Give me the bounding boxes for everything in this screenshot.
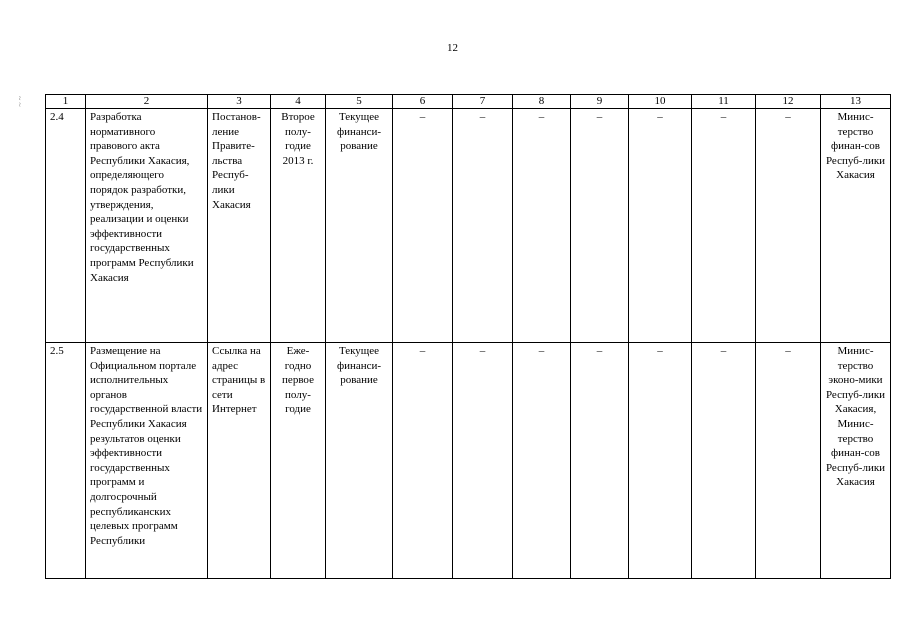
value-cell-6: – [393, 109, 453, 343]
executor-cell: Минис-терство финан-сов Респуб-лики Хакасия [821, 109, 891, 343]
value-cell-12: – [756, 343, 821, 579]
form-cell: Постанов-ление Правите-льства Респуб-лики Хакасия [208, 109, 271, 343]
value-cell-9: – [571, 109, 629, 343]
col-header-13: 13 [821, 95, 891, 109]
col-header-12: 12 [756, 95, 821, 109]
margin-mark: ~ ~ [15, 96, 24, 107]
value-cell-10: – [629, 109, 692, 343]
col-header-6: 6 [393, 95, 453, 109]
header-row [46, 95, 891, 109]
col-header-10: 10 [629, 95, 692, 109]
form-cell: Ссылка на адрес страницы в сети Интернет [208, 343, 271, 579]
value-cell-11: – [692, 109, 756, 343]
col-header-5: 5 [326, 95, 393, 109]
row-number: 2.5 [46, 343, 86, 579]
col-header-11: 11 [692, 95, 756, 109]
col-header-7: 7 [453, 95, 513, 109]
row-number: 2.4 [46, 109, 86, 343]
value-cell-12: – [756, 109, 821, 343]
page-number: 12 [447, 42, 458, 54]
value-cell-8: – [513, 343, 571, 579]
term-cell: Второе полу-годие 2013 г. [271, 109, 326, 343]
document-table [45, 94, 891, 579]
value-cell-6: – [393, 343, 453, 579]
col-header-8: 8 [513, 95, 571, 109]
col-header-9: 9 [571, 95, 629, 109]
financing-cell: Текущее финанси-рование [326, 109, 393, 343]
value-cell-11: – [692, 343, 756, 579]
term-cell: Еже-годно первое полу-годие [271, 343, 326, 579]
col-header-3: 3 [208, 95, 271, 109]
value-cell-7: – [453, 109, 513, 343]
value-cell-8: – [513, 109, 571, 343]
table-row [46, 109, 891, 343]
value-cell-9: – [571, 343, 629, 579]
value-cell-10: – [629, 343, 692, 579]
table-row [46, 343, 891, 579]
measure-cell: Разработка нормативного правового акта Республики Хакасия, определяющего порядок разработки, утверждения, реализации и оценки эффективности государственных программ Республики Хакасия [86, 109, 208, 343]
measure-cell: Размещение на Официальном портале исполнительных органов государственной власти Республики Хакасия результатов оценки эффективности государственных программ и долгосрочный республиканских целевых программ Республики [86, 343, 208, 579]
executor-cell: Минис-терство эконо-мики Респуб-лики Хакасия, Минис-терство финан-сов Респуб-лики Хакасия [821, 343, 891, 579]
col-header-1: 1 [46, 95, 86, 109]
col-header-4: 4 [271, 95, 326, 109]
col-header-2: 2 [86, 95, 208, 109]
financing-cell: Текущее финанси-рование [326, 343, 393, 579]
value-cell-7: – [453, 343, 513, 579]
